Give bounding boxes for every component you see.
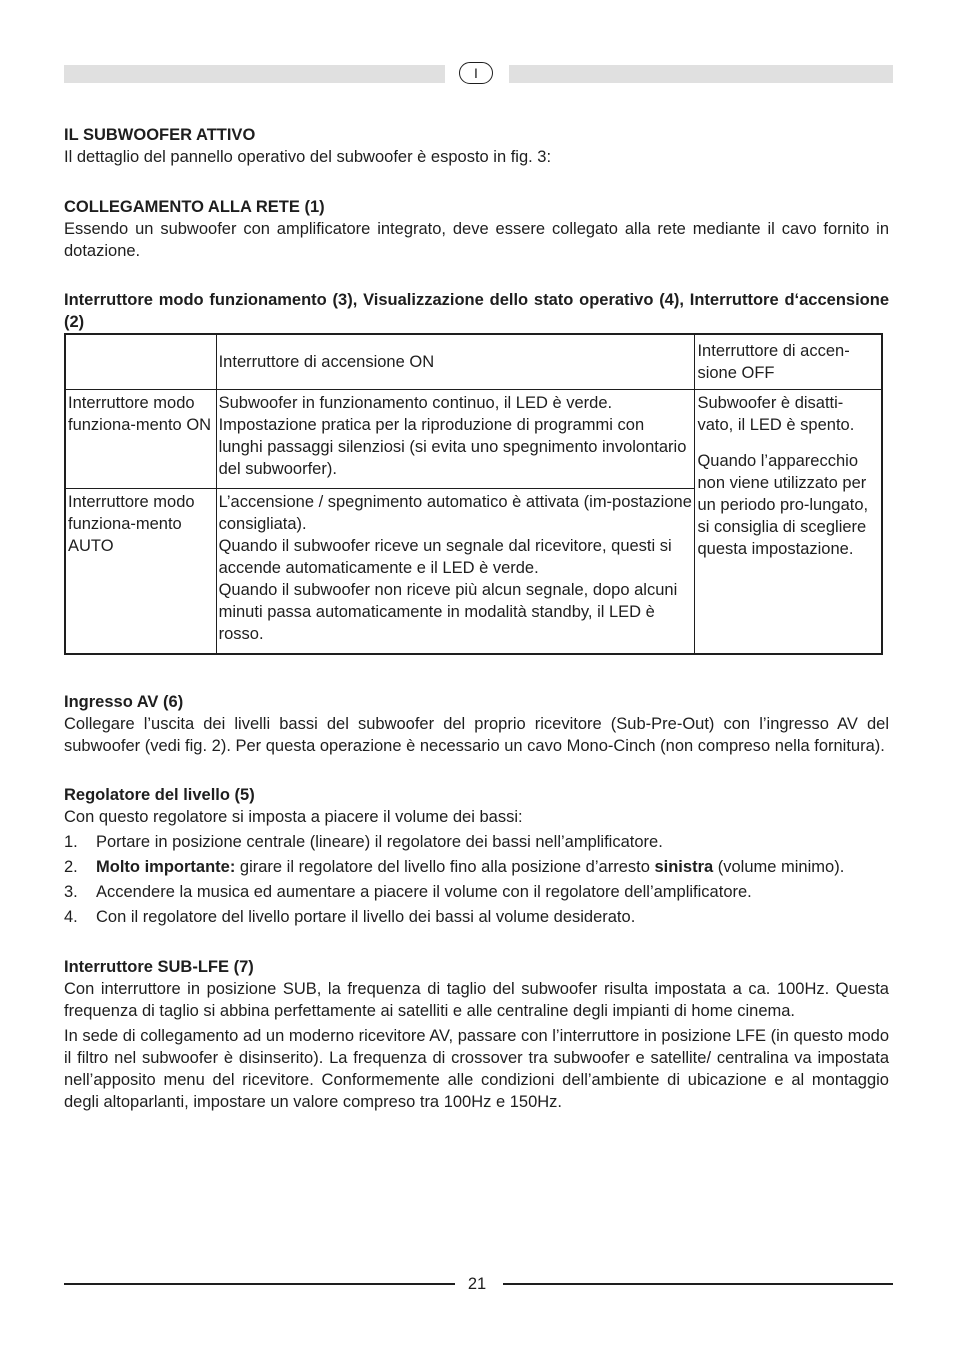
section-title: Ingresso AV (6) [64,693,184,711]
page-number: 21 [467,1275,487,1293]
section-title: COLLEGAMENTO ALLA RETE (1) [64,198,325,216]
section-text: Collegare l’uscita dei livelli bassi del subwoofer del proprio ricevitore (Sub-Pre-Out) con l’ingresso AV del subwoofer (vedi fig. 2). Per questa operazione è necessario un cavo Mono-Cinch (non compreso nella fornitura). [64,715,889,755]
section-text: Essendo un subwoofer con amplificatore integrato, deve essere collegato alla rete mediante il cavo fornito in dotazione. [64,220,889,260]
list-item: 1. Portare in posizione centrale (lineare) il regolatore dei bassi nell’amplificatore. [64,833,663,851]
section-text: Con interruttore in posizione SUB, la frequenza di taglio del subwoofer risulta impostata a ca. 100Hz. Questa frequenza di taglio si abbina perfettamente ai satelliti e alle centraline degli impianti di home cinema. [64,980,889,1020]
mode-table [64,333,883,655]
list-item: 4. Con il regolatore del livello portare il livello dei bassi al volume desiderato. [64,908,636,926]
table-row [65,390,882,489]
footer-rule-right [503,1283,893,1285]
section-title: Regolatore del livello (5) [64,786,255,804]
table-header-on: Interruttore di accensione ON [216,334,695,390]
header-bar-right [509,65,893,83]
section-text: In sede di collegamento ad un moderno ricevitore AV, passare con l’interruttore in posizione LFE (in questo modo il filtro nel subwoofer è disinserito). La frequenza di crossover tra subwoofer e satellite/ centralina va impostata nell’apposito menu del ricevitore. Conformemente alle condizioni dell’ambiente di ubicazione e al montaggio degli altoparlanti, impostare un valore compreso tra 100Hz e 150Hz. [64,1027,889,1111]
row-text-auto [216,489,695,655]
section-title: IL SUBWOOFER ATTIVO [64,126,256,144]
table-header-empty [65,334,216,390]
row-label-auto: Interruttore modo funziona-mento AUTO [65,489,216,655]
section-text: Il dettaglio del pannello operativo del subwoofer è esposto in fig. 3: [64,148,552,166]
row-text-on: Subwoofer in funzionamento continuo, il LED è verde. Impostazione pratica per la riproduzione di programmi con lunghi passaggi silenziosi (si evita uno spegnimento involontario del subwoorfer). [216,390,695,489]
table-header-off: Interruttore di accen-sione OFF [695,334,882,390]
language-badge: I [459,62,493,84]
page-content [64,124,889,1113]
off-text-1: Subwoofer è disatti-vato, il LED è spento. [697,394,855,434]
auto-text-3: Quando il subwoofer non riceve più alcun segnale, dopo alcuni minuti passa automaticamente in modalità standby, il LED è rosso. [218,581,678,643]
row-label-on: Interruttore modo funziona-mento ON [65,390,216,489]
off-column-cell [695,390,882,655]
list-item: 3. Accendere la musica ed aumentare a piacere il volume con il regolatore dell’amplificatore. [64,883,752,901]
auto-text-2: Quando il subwoofer riceve un segnale dal ricevitore, questi si accende automaticamente e il LED è verde. [218,537,672,577]
table-header-row [65,334,882,390]
list-item: 2. Molto importante: girare il regolatore del livello fino alla posizione d’arresto sinistra (volume minimo). [64,858,845,876]
off-text-2: Quando l’apparecchio non viene utilizzato per un periodo pro-lungato, si consiglia di scegliere questa impostazione. [697,452,869,558]
steps-list [64,831,889,928]
header-bar-left [64,65,445,83]
section-title: Interruttore modo funzionamento (3), Visualizzazione dello stato operativo (4), Interruttore d‘accensione (2) [64,291,889,331]
section-text: Con questo regolatore si imposta a piacere il volume dei bassi: [64,808,523,826]
footer-rule-left [64,1283,455,1285]
auto-text-1: L’accensione / spegnimento automatico è attivata (im-postazione consigliata). [218,493,692,533]
section-title: Interruttore SUB-LFE (7) [64,958,254,976]
